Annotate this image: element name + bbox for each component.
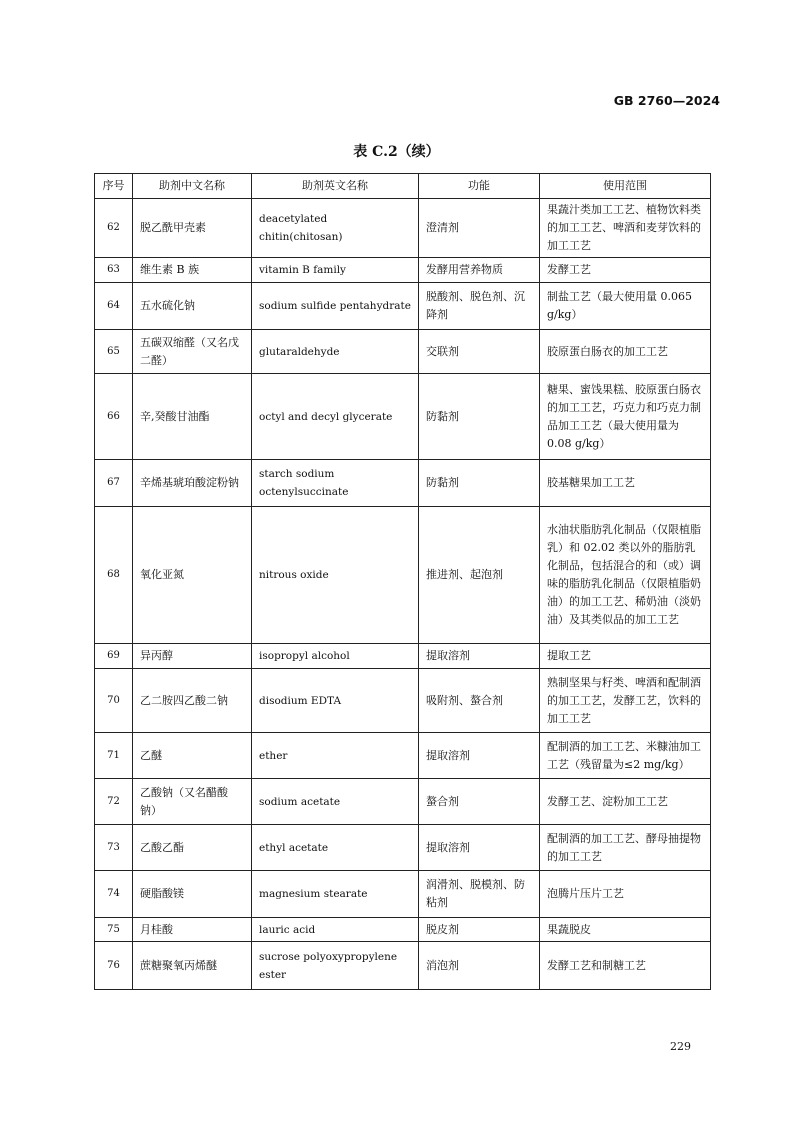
table-row (95, 733, 711, 779)
function-cell: 螯合剂 (419, 779, 540, 825)
table-row (95, 330, 711, 374)
scope-cell: 果蔬汁类加工工艺、植物饮料类的加工工艺、啤酒和麦芽饮料的加工工艺 (540, 199, 711, 258)
row-number: 68 (95, 507, 133, 644)
function-cell: 澄清剂 (419, 199, 540, 258)
en-name-cell: lauric acid (252, 918, 419, 942)
scope-cell: 发酵工艺和制糖工艺 (540, 942, 711, 990)
en-name-cell: ethyl acetate (252, 825, 419, 871)
table-row (95, 825, 711, 871)
row-number: 69 (95, 644, 133, 669)
standard-code: GB 2760—2024 (613, 93, 720, 108)
table-row (95, 871, 711, 918)
row-number: 64 (95, 283, 133, 330)
table-row (95, 507, 711, 644)
scope-cell: 糖果、蜜饯果糕、胶原蛋白肠衣的加工工艺，巧克力和巧克力制品加工工艺（最大使用量为 0.08 g/kg） (540, 374, 711, 460)
function-cell: 润滑剂、脱模剂、防粘剂 (419, 871, 540, 918)
scope-cell: 提取工艺 (540, 644, 711, 669)
en-name-cell: isopropyl alcohol (252, 644, 419, 669)
scope-cell: 制盐工艺（最大使用量 0.065 g/kg） (540, 283, 711, 330)
row-number: 66 (95, 374, 133, 460)
table-row (95, 460, 711, 507)
scope-cell: 胶基糖果加工工艺 (540, 460, 711, 507)
cn-name-cell: 乙酸乙酯 (133, 825, 252, 871)
en-name-cell: sucrose polyoxypropylene ester (252, 942, 419, 990)
function-cell: 脱皮剂 (419, 918, 540, 942)
scope-cell: 发酵工艺、淀粉加工工艺 (540, 779, 711, 825)
scope-cell: 胶原蛋白肠衣的加工工艺 (540, 330, 711, 374)
en-name-cell: disodium EDTA (252, 669, 419, 733)
row-number: 73 (95, 825, 133, 871)
function-cell: 吸附剂、螯合剂 (419, 669, 540, 733)
cn-name-cell: 脱乙酰甲壳素 (133, 199, 252, 258)
scope-cell: 果蔬脱皮 (540, 918, 711, 942)
function-cell: 提取溶剂 (419, 825, 540, 871)
scope-cell: 水油状脂肪乳化制品（仅限植脂乳）和 02.02 类以外的脂肪乳化制品，包括混合的和（或）调味的脂肪乳化制品（仅限植脂奶油）的加工工艺、稀奶油（淡奶油）及其类似品的加工工艺 (540, 507, 711, 644)
function-cell: 提取溶剂 (419, 733, 540, 779)
scope-cell: 配制酒的加工工艺、酵母抽提物的加工工艺 (540, 825, 711, 871)
scope-cell: 泡腾片压片工艺 (540, 871, 711, 918)
cn-name-cell: 乙二胺四乙酸二钠 (133, 669, 252, 733)
column-header-scope: 使用范围 (540, 174, 711, 199)
en-name-cell: magnesium stearate (252, 871, 419, 918)
function-cell: 脱酸剂、脱色剂、沉降剂 (419, 283, 540, 330)
additives-table (94, 173, 711, 990)
en-name-cell: glutaraldehyde (252, 330, 419, 374)
row-number: 62 (95, 199, 133, 258)
en-name-cell: sodium sulfide pentahydrate (252, 283, 419, 330)
function-cell: 防黏剂 (419, 374, 540, 460)
cn-name-cell: 硬脂酸镁 (133, 871, 252, 918)
en-name-cell: octyl and decyl glycerate (252, 374, 419, 460)
en-name-cell: nitrous oxide (252, 507, 419, 644)
table-caption: 表 C.2（续） (353, 144, 440, 160)
row-number: 63 (95, 258, 133, 283)
scope-cell: 配制酒的加工工艺、米糠油加工工艺（残留量为≤2 mg/kg） (540, 733, 711, 779)
cn-name-cell: 五碳双缩醛（又名戊二醛） (133, 330, 252, 374)
table-row (95, 644, 711, 669)
function-cell: 推进剂、起泡剂 (419, 507, 540, 644)
en-name-cell: starch sodium octenylsuccinate (252, 460, 419, 507)
row-number: 67 (95, 460, 133, 507)
row-number: 70 (95, 669, 133, 733)
row-number: 74 (95, 871, 133, 918)
row-number: 65 (95, 330, 133, 374)
column-header-function: 功能 (419, 174, 540, 199)
scope-cell: 发酵工艺 (540, 258, 711, 283)
table-row (95, 199, 711, 258)
cn-name-cell: 蔗糖聚氧丙烯醚 (133, 942, 252, 990)
table-row (95, 283, 711, 330)
function-cell: 消泡剂 (419, 942, 540, 990)
cn-name-cell: 乙酸钠（又名醋酸钠） (133, 779, 252, 825)
cn-name-cell: 乙醚 (133, 733, 252, 779)
table-row (95, 669, 711, 733)
table-row (95, 779, 711, 825)
cn-name-cell: 月桂酸 (133, 918, 252, 942)
en-name-cell: deacetylated chitin(chitosan) (252, 199, 419, 258)
en-name-cell: ether (252, 733, 419, 779)
table-row (95, 942, 711, 990)
table-row (95, 258, 711, 283)
function-cell: 发酵用营养物质 (419, 258, 540, 283)
function-cell: 防黏剂 (419, 460, 540, 507)
row-number: 71 (95, 733, 133, 779)
row-number: 75 (95, 918, 133, 942)
en-name-cell: sodium acetate (252, 779, 419, 825)
page-number: 229 (670, 1040, 691, 1053)
cn-name-cell: 辛,癸酸甘油酯 (133, 374, 252, 460)
row-number: 72 (95, 779, 133, 825)
function-cell: 交联剂 (419, 330, 540, 374)
row-number: 76 (95, 942, 133, 990)
cn-name-cell: 氧化亚氮 (133, 507, 252, 644)
scope-cell: 熟制坚果与籽类、啤酒和配制酒的加工工艺，发酵工艺，饮料的加工工艺 (540, 669, 711, 733)
column-header-cn-name: 助剂中文名称 (133, 174, 252, 199)
en-name-cell: vitamin B family (252, 258, 419, 283)
column-header-en-name: 助剂英文名称 (252, 174, 419, 199)
column-header-no: 序号 (95, 174, 133, 199)
function-cell: 提取溶剂 (419, 644, 540, 669)
cn-name-cell: 异丙醇 (133, 644, 252, 669)
table-row (95, 374, 711, 460)
cn-name-cell: 辛烯基琥珀酸淀粉钠 (133, 460, 252, 507)
table-row (95, 918, 711, 942)
cn-name-cell: 维生素 B 族 (133, 258, 252, 283)
table-header-row (95, 174, 711, 199)
cn-name-cell: 五水硫化钠 (133, 283, 252, 330)
